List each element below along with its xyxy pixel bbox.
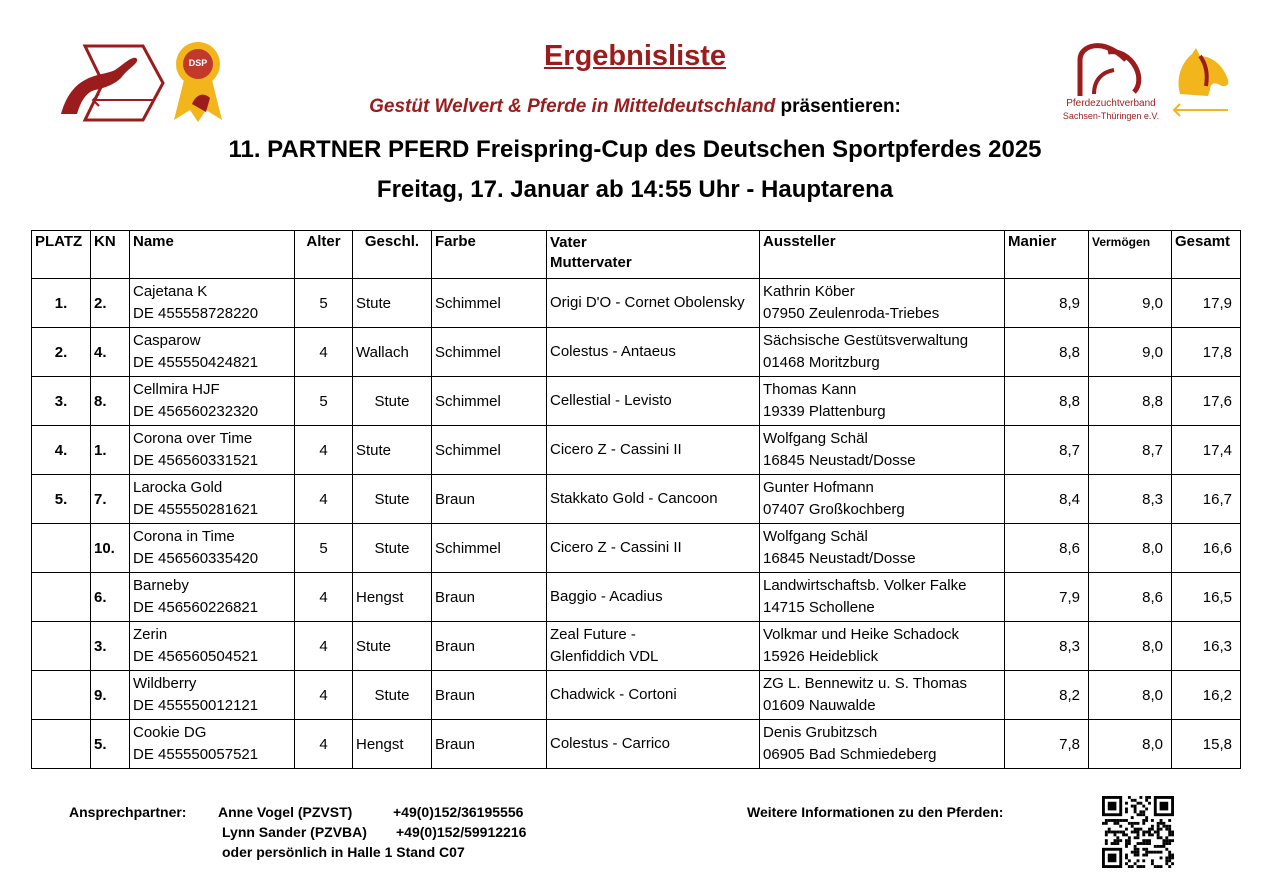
score-vermoegen: 9,0 bbox=[1142, 294, 1163, 312]
cell-manier bbox=[1005, 720, 1089, 769]
pedigree: Cicero Z - Cassini II bbox=[550, 441, 682, 458]
contact1-phone: +49(0)152/36195556 bbox=[393, 804, 524, 820]
horse-id: DE 456560226821 bbox=[133, 599, 259, 616]
cell-name bbox=[130, 671, 295, 720]
contact1-name: Anne Vogel (PZVST) bbox=[218, 804, 353, 820]
cell-manier bbox=[1005, 426, 1089, 475]
col-header-alter: Alter bbox=[295, 231, 353, 279]
horse-name: Corona in Time bbox=[133, 528, 235, 545]
cell-platz bbox=[32, 475, 91, 524]
cell-alter bbox=[295, 426, 353, 475]
cell-kn bbox=[91, 475, 130, 524]
score-vermoegen: 8,0 bbox=[1142, 735, 1163, 753]
cell-farbe bbox=[432, 377, 547, 426]
exhibitor-address: 01609 Nauwalde bbox=[763, 697, 876, 714]
horse-color: Braun bbox=[435, 686, 476, 704]
cell-farbe bbox=[432, 426, 547, 475]
cell-farbe bbox=[432, 475, 547, 524]
cell-alter bbox=[295, 377, 353, 426]
catalog-number: 8. bbox=[94, 392, 107, 410]
score-gesamt: 16,5 bbox=[1202, 588, 1232, 606]
horse-age: 4 bbox=[319, 637, 328, 655]
cell-manier bbox=[1005, 279, 1089, 328]
score-vermoegen: 8,0 bbox=[1142, 539, 1163, 557]
cell-name bbox=[130, 475, 295, 524]
cell-abstammung bbox=[547, 279, 760, 328]
cell-aussteller bbox=[760, 622, 1005, 671]
cell-alter bbox=[295, 720, 353, 769]
pedigree: Colestus - Antaeus bbox=[550, 343, 676, 360]
pedigree: Origi D'O - Cornet Obolensky bbox=[550, 294, 745, 311]
cell-vermoegen bbox=[1089, 377, 1172, 426]
event-date: Freitag, 17. Januar ab 14:55 Uhr - Hauptarena bbox=[376, 176, 894, 203]
score-manier: 8,8 bbox=[1059, 392, 1080, 410]
cell-manier bbox=[1005, 524, 1089, 573]
horse-id: DE 455550057521 bbox=[133, 746, 259, 763]
cell-gesamt bbox=[1172, 377, 1241, 426]
pedigree-line2: Glenfiddich VDL bbox=[550, 648, 659, 665]
exhibitor-address: 01468 Moritzburg bbox=[763, 354, 880, 371]
exhibitor-address: 06905 Bad Schmiedeberg bbox=[763, 746, 937, 763]
table-row bbox=[32, 426, 1241, 475]
table-row bbox=[32, 475, 1241, 524]
dsp-text: DSP bbox=[188, 58, 208, 68]
cell-name bbox=[130, 524, 295, 573]
cell-kn bbox=[91, 622, 130, 671]
horse-name: Barneby bbox=[133, 577, 189, 594]
cell-abstammung bbox=[547, 377, 760, 426]
cell-manier bbox=[1005, 475, 1089, 524]
cell-farbe bbox=[432, 573, 547, 622]
page-title: Ergebnisliste bbox=[543, 40, 727, 72]
cell-farbe bbox=[432, 328, 547, 377]
exhibitor-address: 16845 Neustadt/Dosse bbox=[763, 452, 916, 469]
cell-vermoegen bbox=[1089, 524, 1172, 573]
horse-color: Braun bbox=[435, 735, 476, 753]
score-manier: 8,6 bbox=[1059, 539, 1080, 557]
cell-farbe bbox=[432, 671, 547, 720]
horse-id: DE 456560232320 bbox=[133, 403, 259, 420]
horse-sex: Stute bbox=[374, 392, 410, 410]
horse-age: 4 bbox=[319, 343, 328, 361]
cell-platz bbox=[32, 671, 91, 720]
col-header-manier: Manier bbox=[1005, 231, 1089, 279]
cell-vermoegen bbox=[1089, 426, 1172, 475]
cell-gesamt bbox=[1172, 524, 1241, 573]
score-manier: 8,9 bbox=[1059, 294, 1080, 312]
cell-alter bbox=[295, 573, 353, 622]
horse-color: Schimmel bbox=[435, 539, 501, 557]
cell-abstammung bbox=[547, 475, 760, 524]
presenters-line bbox=[0, 96, 1270, 118]
table-row bbox=[32, 377, 1241, 426]
cell-farbe bbox=[432, 622, 547, 671]
cell-vermoegen bbox=[1089, 671, 1172, 720]
pedigree-line1: Zeal Future - bbox=[550, 626, 636, 643]
exhibitor-name: Volkmar und Heike Schadock bbox=[763, 626, 959, 643]
cell-platz bbox=[32, 426, 91, 475]
horse-color: Schimmel bbox=[435, 343, 501, 361]
horse-name: Cookie DG bbox=[133, 724, 207, 741]
contact-in-person: oder persönlich in Halle 1 Stand C07 bbox=[222, 844, 465, 860]
cell-platz bbox=[32, 573, 91, 622]
cell-aussteller bbox=[760, 475, 1005, 524]
pedigree: Cellestial - Levisto bbox=[550, 392, 672, 409]
table-header-row bbox=[32, 231, 1241, 279]
score-vermoegen: 8,8 bbox=[1142, 392, 1163, 410]
cell-alter bbox=[295, 279, 353, 328]
score-gesamt: 17,4 bbox=[1202, 441, 1232, 459]
exhibitor-name: Wolfgang Schäl bbox=[763, 430, 868, 447]
horse-color: Braun bbox=[435, 637, 476, 655]
score-gesamt: 17,9 bbox=[1202, 294, 1232, 312]
horse-name: Corona over Time bbox=[133, 430, 253, 447]
exhibitor-name: Wolfgang Schäl bbox=[763, 528, 868, 545]
table-row bbox=[32, 622, 1241, 671]
pferdezuchtverband-name: Pferdezuchtverband bbox=[1066, 98, 1156, 109]
exhibitor-name: Gunter Hofmann bbox=[763, 479, 874, 496]
cell-farbe bbox=[432, 279, 547, 328]
col-header-geschl: Geschl. bbox=[353, 231, 432, 279]
table-row bbox=[32, 279, 1241, 328]
cell-alter bbox=[295, 524, 353, 573]
score-manier: 8,7 bbox=[1059, 441, 1080, 459]
score-gesamt: 16,2 bbox=[1202, 686, 1232, 704]
cell-gesamt bbox=[1172, 671, 1241, 720]
score-vermoegen: 8,3 bbox=[1142, 490, 1163, 508]
exhibitor-name: Sächsische Gestütsverwaltung bbox=[763, 332, 969, 349]
cell-geschl bbox=[353, 524, 432, 573]
horse-name: Larocka Gold bbox=[133, 479, 223, 496]
cell-alter bbox=[295, 475, 353, 524]
pedigree: Stakkato Gold - Cancoon bbox=[550, 490, 718, 507]
score-vermoegen: 9,0 bbox=[1142, 343, 1163, 361]
horse-age: 4 bbox=[319, 490, 328, 508]
horse-age: 4 bbox=[319, 441, 328, 459]
cell-vermoegen bbox=[1089, 622, 1172, 671]
score-vermoegen: 8,6 bbox=[1142, 588, 1163, 606]
horse-age: 4 bbox=[319, 686, 328, 704]
cell-name bbox=[130, 622, 295, 671]
score-gesamt: 16,7 bbox=[1202, 490, 1232, 508]
cell-gesamt bbox=[1172, 328, 1241, 377]
placement: 3. bbox=[54, 392, 68, 410]
score-manier: 7,9 bbox=[1059, 588, 1080, 606]
placement: 2. bbox=[54, 343, 68, 361]
col-header-platz: PLATZ bbox=[32, 231, 91, 279]
horse-age: 5 bbox=[319, 539, 328, 557]
cell-abstammung bbox=[547, 671, 760, 720]
contact2-phone: +49(0)152/59912216 bbox=[396, 824, 527, 840]
qr-code-icon bbox=[1100, 796, 1176, 868]
catalog-number: 6. bbox=[94, 588, 107, 606]
horse-age: 5 bbox=[319, 392, 328, 410]
cell-aussteller bbox=[760, 524, 1005, 573]
exhibitor-name: Thomas Kann bbox=[763, 381, 857, 398]
horse-name: Wildberry bbox=[133, 675, 197, 692]
cell-kn bbox=[91, 524, 130, 573]
horse-id: DE 455550424821 bbox=[133, 354, 259, 371]
cell-manier bbox=[1005, 328, 1089, 377]
cell-abstammung bbox=[547, 426, 760, 475]
horse-sex: Stute bbox=[356, 294, 392, 312]
exhibitor-address: 07407 Großkochberg bbox=[763, 501, 905, 518]
presenters-suffix: präsentieren: bbox=[780, 96, 901, 117]
exhibitor-name: Denis Grubitzsch bbox=[763, 724, 878, 741]
score-manier: 8,3 bbox=[1059, 637, 1080, 655]
placement: 1. bbox=[54, 294, 68, 312]
cell-vermoegen bbox=[1089, 328, 1172, 377]
cell-abstammung bbox=[547, 328, 760, 377]
cell-manier bbox=[1005, 377, 1089, 426]
score-manier: 8,8 bbox=[1059, 343, 1080, 361]
table-row bbox=[32, 720, 1241, 769]
pedigree: Chadwick - Cortoni bbox=[550, 686, 677, 703]
score-vermoegen: 8,0 bbox=[1142, 686, 1163, 704]
col-header-kn: KN bbox=[91, 231, 130, 279]
cell-farbe bbox=[432, 524, 547, 573]
horse-sex: Wallach bbox=[356, 343, 409, 361]
cell-gesamt bbox=[1172, 720, 1241, 769]
cell-platz bbox=[32, 377, 91, 426]
horse-age: 4 bbox=[319, 735, 328, 753]
col-header-gesamt: Gesamt bbox=[1172, 231, 1241, 279]
catalog-number: 2. bbox=[94, 294, 107, 312]
table-row bbox=[32, 524, 1241, 573]
exhibitor-name: Kathrin Köber bbox=[763, 283, 855, 300]
col-header-abstammung bbox=[547, 231, 760, 279]
exhibitor-address: 16845 Neustadt/Dosse bbox=[763, 550, 916, 567]
placement: 4. bbox=[54, 441, 68, 459]
cell-name bbox=[130, 279, 295, 328]
cell-kn bbox=[91, 328, 130, 377]
horse-color: Braun bbox=[435, 490, 476, 508]
cell-vermoegen bbox=[1089, 573, 1172, 622]
cell-kn bbox=[91, 720, 130, 769]
score-manier: 8,2 bbox=[1059, 686, 1080, 704]
horse-sex: Stute bbox=[356, 441, 392, 459]
cell-gesamt bbox=[1172, 622, 1241, 671]
horse-id: DE 456560335420 bbox=[133, 550, 259, 567]
table-row bbox=[32, 328, 1241, 377]
cell-platz bbox=[32, 622, 91, 671]
cell-platz bbox=[32, 524, 91, 573]
cell-geschl bbox=[353, 279, 432, 328]
score-gesamt: 17,8 bbox=[1202, 343, 1232, 361]
col-header-vater: Vater bbox=[550, 234, 587, 251]
cell-abstammung bbox=[547, 720, 760, 769]
cell-abstammung bbox=[547, 622, 760, 671]
score-manier: 7,8 bbox=[1059, 735, 1080, 753]
horse-sex: Stute bbox=[374, 490, 410, 508]
horse-id: DE 456560504521 bbox=[133, 648, 259, 665]
pferdezuchtverband-region: Sachsen-Thüringen e.V. bbox=[1062, 111, 1160, 121]
cell-aussteller bbox=[760, 279, 1005, 328]
horse-id: DE 456560331521 bbox=[133, 452, 259, 469]
horse-color: Schimmel bbox=[435, 441, 501, 459]
cell-gesamt bbox=[1172, 573, 1241, 622]
col-header-aussteller: Aussteller bbox=[760, 231, 1005, 279]
cell-geschl bbox=[353, 328, 432, 377]
cell-kn bbox=[91, 377, 130, 426]
horse-id: DE 455558728220 bbox=[133, 305, 259, 322]
exhibitor-address: 19339 Plattenburg bbox=[763, 403, 886, 420]
presenters-names: Gestüt Welvert & Pferde in Mitteldeutschland bbox=[369, 96, 776, 117]
more-info-label: Weitere Informationen zu den Pferden: bbox=[747, 804, 1004, 820]
horse-color: Braun bbox=[435, 588, 476, 606]
horse-color: Schimmel bbox=[435, 294, 501, 312]
cell-gesamt bbox=[1172, 426, 1241, 475]
score-gesamt: 17,6 bbox=[1202, 392, 1232, 410]
catalog-number: 5. bbox=[94, 735, 107, 753]
cell-name bbox=[130, 426, 295, 475]
catalog-number: 3. bbox=[94, 637, 107, 655]
cell-platz bbox=[32, 279, 91, 328]
cell-geschl bbox=[353, 426, 432, 475]
horse-sex: Stute bbox=[374, 686, 410, 704]
cell-alter bbox=[295, 671, 353, 720]
pedigree: Cicero Z - Cassini II bbox=[550, 539, 682, 556]
cell-kn bbox=[91, 279, 130, 328]
cell-name bbox=[130, 720, 295, 769]
cell-geschl bbox=[353, 622, 432, 671]
cell-alter bbox=[295, 328, 353, 377]
catalog-number: 9. bbox=[94, 686, 107, 704]
score-gesamt: 16,3 bbox=[1202, 637, 1232, 655]
pedigree: Baggio - Acadius bbox=[550, 588, 663, 605]
cell-manier bbox=[1005, 671, 1089, 720]
cell-abstammung bbox=[547, 573, 760, 622]
cell-platz bbox=[32, 328, 91, 377]
cell-vermoegen bbox=[1089, 475, 1172, 524]
cell-platz bbox=[32, 720, 91, 769]
event-title: 11. PARTNER PFERD Freispring-Cup des Deutschen Sportpferdes 2025 bbox=[228, 136, 1042, 163]
cell-geschl bbox=[353, 671, 432, 720]
cell-kn bbox=[91, 426, 130, 475]
horse-sex: Hengst bbox=[356, 735, 404, 753]
horse-age: 5 bbox=[319, 294, 328, 312]
score-gesamt: 16,6 bbox=[1202, 539, 1232, 557]
catalog-number: 7. bbox=[94, 490, 107, 508]
exhibitor-address: 15926 Heideblick bbox=[763, 648, 879, 665]
cell-aussteller bbox=[760, 720, 1005, 769]
cell-alter bbox=[295, 622, 353, 671]
cell-name bbox=[130, 377, 295, 426]
score-gesamt: 15,8 bbox=[1202, 735, 1232, 753]
cell-name bbox=[130, 328, 295, 377]
cell-geschl bbox=[353, 475, 432, 524]
horse-color: Schimmel bbox=[435, 392, 501, 410]
score-vermoegen: 8,7 bbox=[1142, 441, 1163, 459]
cell-abstammung bbox=[547, 524, 760, 573]
placement: 5. bbox=[54, 490, 68, 508]
score-manier: 8,4 bbox=[1059, 490, 1080, 508]
cell-name bbox=[130, 573, 295, 622]
horse-name: Zerin bbox=[133, 626, 168, 643]
horse-sex: Stute bbox=[374, 539, 410, 557]
cell-manier bbox=[1005, 573, 1089, 622]
cell-manier bbox=[1005, 622, 1089, 671]
col-header-farbe: Farbe bbox=[432, 231, 547, 279]
cell-farbe bbox=[432, 720, 547, 769]
horse-id: DE 455550281621 bbox=[133, 501, 259, 518]
catalog-number: 4. bbox=[94, 343, 107, 361]
exhibitor-name: ZG L. Bennewitz u. S. Thomas bbox=[763, 675, 967, 692]
cell-vermoegen bbox=[1089, 279, 1172, 328]
table-row bbox=[32, 671, 1241, 720]
cell-vermoegen bbox=[1089, 720, 1172, 769]
cell-kn bbox=[91, 573, 130, 622]
exhibitor-name: Landwirtschaftsb. Volker Falke bbox=[763, 577, 967, 594]
cell-geschl bbox=[353, 377, 432, 426]
col-header-vermoegen: Vermögen bbox=[1089, 231, 1172, 279]
cell-aussteller bbox=[760, 426, 1005, 475]
catalog-number: 10. bbox=[94, 539, 115, 557]
cell-kn bbox=[91, 671, 130, 720]
horse-id: DE 455550012121 bbox=[133, 697, 259, 714]
cell-geschl bbox=[353, 720, 432, 769]
cell-geschl bbox=[353, 573, 432, 622]
horse-sex: Stute bbox=[356, 637, 392, 655]
contact2-name: Lynn Sander (PZVBA) bbox=[222, 824, 367, 840]
horse-name: Cellmira HJF bbox=[133, 381, 220, 398]
contact-label: Ansprechpartner: bbox=[69, 804, 187, 820]
score-vermoegen: 8,0 bbox=[1142, 637, 1163, 655]
horse-sex: Hengst bbox=[356, 588, 404, 606]
catalog-number: 1. bbox=[94, 441, 107, 459]
cell-gesamt bbox=[1172, 279, 1241, 328]
horse-name: Cajetana K bbox=[133, 283, 208, 300]
results-table bbox=[31, 230, 1241, 769]
horse-name: Casparow bbox=[133, 332, 201, 349]
exhibitor-address: 14715 Schollene bbox=[763, 599, 875, 616]
cell-aussteller bbox=[760, 671, 1005, 720]
cell-gesamt bbox=[1172, 475, 1241, 524]
horse-age: 4 bbox=[319, 588, 328, 606]
table-row bbox=[32, 573, 1241, 622]
col-header-name: Name bbox=[130, 231, 295, 279]
pedigree: Colestus - Carrico bbox=[550, 735, 671, 752]
cell-aussteller bbox=[760, 377, 1005, 426]
exhibitor-address: 07950 Zeulenroda-Triebes bbox=[763, 305, 940, 322]
col-header-muttervater: Muttervater bbox=[550, 254, 632, 271]
cell-aussteller bbox=[760, 573, 1005, 622]
cell-aussteller bbox=[760, 328, 1005, 377]
